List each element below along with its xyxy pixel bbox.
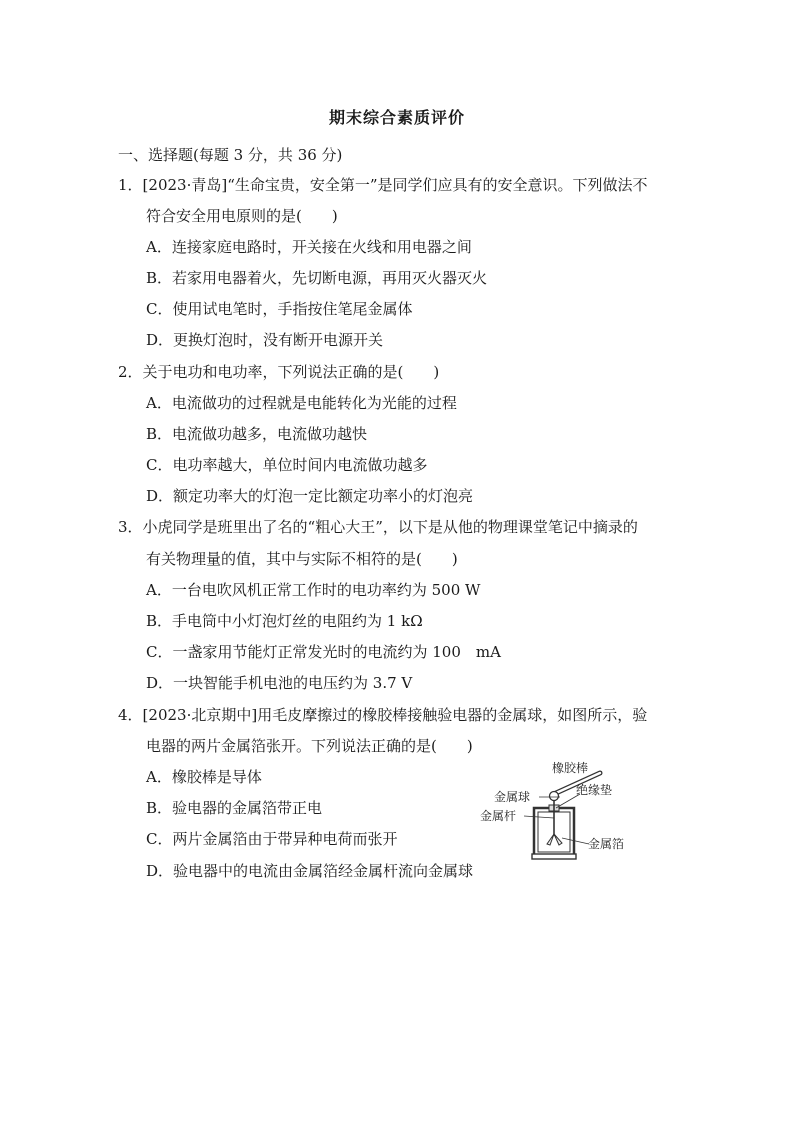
question-3-option-d: D．一块智能手机电池的电压约为 3.7 V [146,674,413,692]
label-rubber-rod: 橡胶棒 [552,761,589,775]
question-4-option-a: A．橡胶棒是导体 [146,768,262,786]
question-2-option-c: C．电功率越大，单位时间内电流做功越多 [146,456,428,474]
metal-ball [550,792,559,801]
question-1-line-1: 1．[2023·青岛]“生命宝贵，安全第一”是同学们应具有的安全意识。下列做法不 [118,176,648,194]
label-metal-ball: 金属球 [494,790,531,804]
question-2-option-a: A．电流做功的过程就是电能转化为光能的过程 [146,394,457,412]
question-4-line-2: 电器的两片金属箔张开。下列说法正确的是( ) [146,737,473,755]
label-metal-foil: 金属箔 [588,837,625,851]
section-heading: 一、选择题(每题 3 分，共 36 分) [118,146,343,164]
question-1-option-b: B．若家用电器着火，先切断电源，再用灭火器灭火 [146,269,488,287]
question-4-option-c: C．两片金属箔由于带异种电荷而张开 [146,830,398,848]
label-metal-rod: 金属杆 [480,809,517,823]
question-1-option-a: A．连接家庭电路时，开关接在火线和用电器之间 [146,238,472,256]
question-4-line-1: 4．[2023·北京期中]用毛皮摩擦过的橡胶棒接触验电器的金属球，如图所示，验 [118,706,648,724]
question-2-option-d: D．额定功率大的灯泡一定比额定功率小的灯泡亮 [146,487,474,505]
question-1-option-d: D．更换灯泡时，没有断开电源开关 [146,331,384,349]
question-3-line-2: 有关物理量的值，其中与实际不相符的是( ) [146,550,458,568]
question-1-option-c: C．使用试电笔时，手指按住笔尾金属体 [146,300,413,318]
question-3-option-a: A．一台电吹风机正常工作时的电功率约为 500 W [146,581,481,599]
question-2-option-b: B．电流做功越多，电流做功越快 [146,425,368,443]
question-4-option-d: D．验电器中的电流由金属箔经金属杆流向金属球 [146,862,474,880]
question-2-line-1: 2．关于电功和电功率，下列说法正确的是( ) [118,363,440,381]
label-insulating-pad: 绝缘垫 [576,783,613,797]
question-1-line-2: 符合安全用电原则的是( ) [146,207,338,225]
question-4-option-b: B．验电器的金属箔带正电 [146,799,323,817]
question-3-option-c: C．一盏家用节能灯正常发光时的电流约为 100 mA [146,643,501,661]
question-3-option-b: B．手电筒中小灯泡灯丝的电阻约为 1 kΩ [146,612,423,630]
electroscope-figure [472,756,642,864]
page-title: 期末综合素质评价 [328,108,465,127]
question-3-line-1: 3．小虎同学是班里出了名的“粗心大王”，以下是从他的物理课堂笔记中摘录的 [118,518,638,536]
